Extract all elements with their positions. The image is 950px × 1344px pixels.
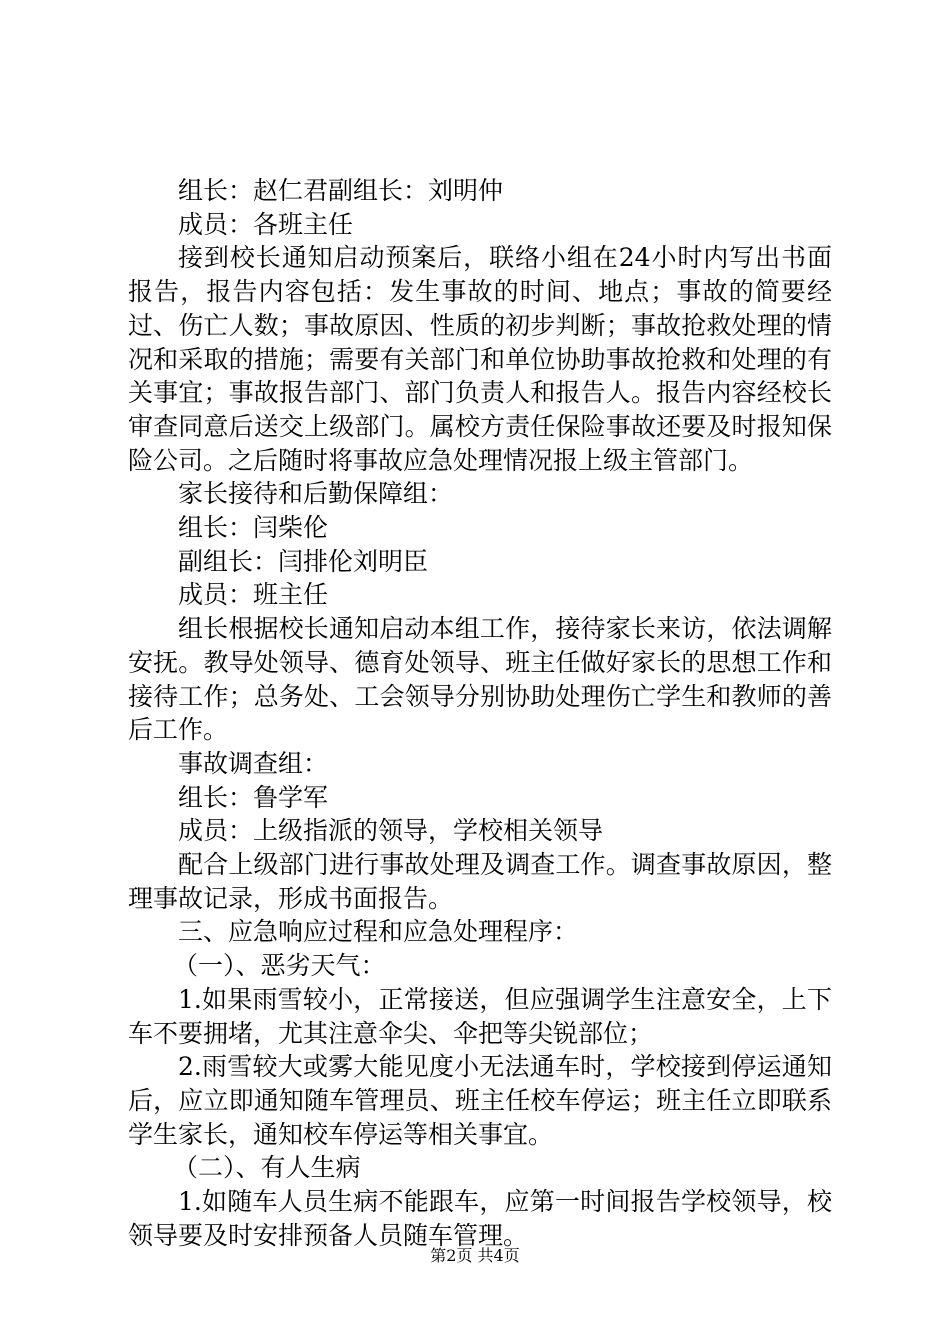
paragraph-report-content: 接到校长通知启动预案后，联络小组在24小时内写出书面报告，报告内容包括：发生事故的时间、地点；事故的简要经过、伤亡人数；事故原因、性质的初步判断；事故抢救处理的情况和采取的措施；需要有关部门和单位协助事故抢救和处理的有关事宜；事故报告部门、部门负责人和报告人。报告内容经校长审查同意后送交上级部门。属校方责任保险事故还要及时报知保险公司。之后随时将事故应急处理情况报上级主管部门。 (128, 243, 832, 475)
paragraph-bad-weather-heading: （一）、恶劣天气： (173, 951, 386, 981)
paragraph-bad-weather-item-2: 2.雨雪较大或雾大能见度小无法通车时，学校接到停运通知后，应立即通知随车管理员、班主任校车停运；班主任立即联系学生家长，通知校车停运等相关事宜。 (128, 1052, 832, 1149)
paragraph-parent-reception-heading: 家长接待和后勤保障组： (178, 479, 454, 509)
document-body (128, 174, 832, 1253)
paragraph-reception-leader: 组长：闫柴伦 (178, 513, 329, 543)
paragraph-investigation-heading: 事故调查组： (178, 748, 329, 778)
paragraph-section-three-heading: 三、应急响应过程和应急处理程序： (178, 917, 579, 947)
paragraph-illness-item-1: 1.如随车人员生病不能跟车，应第一时间报告学校领导，校领导要及时安排预备人员随车管理。 (128, 1187, 832, 1250)
paragraph-investigation-duties: 配合上级部门进行事故处理及调查工作。调查事故原因，整理事故记录，形成书面报告。 (128, 850, 832, 913)
paragraph-reception-duties: 组长根据校长通知启动本组工作，接待家长来访，依法调解安抚。教导处领导、德育处领导、班主任做好家长的思想工作和接待工作；总务处、工会领导分别协助处理伤亡学生和教师的善后工作。 (128, 614, 832, 745)
paragraph-bad-weather-item-1: 1.如果雨雪较小，正常接送，但应强调学生注意安全，上下车不要拥堵，尤其注意伞尖、伞把等尖锐部位； (128, 984, 832, 1048)
page-footer: 第2页 共4页 (430, 1246, 520, 1265)
paragraph-investigation-leader: 组长：鲁学军 (178, 782, 329, 812)
paragraph-group-leader: 组长：赵仁君副组长：刘明仲 (178, 176, 504, 205)
paragraph-investigation-members: 成员：上级指派的领导，学校相关领导 (178, 816, 604, 846)
paragraph-members: 成员：各班主任 (178, 209, 354, 239)
paragraph-reception-members: 成员：班主任 (178, 580, 329, 610)
paragraph-illness-heading: （二）、有人生病 (173, 1153, 361, 1183)
paragraph-reception-deputy: 副组长：闫排伦刘明臣 (178, 546, 429, 576)
